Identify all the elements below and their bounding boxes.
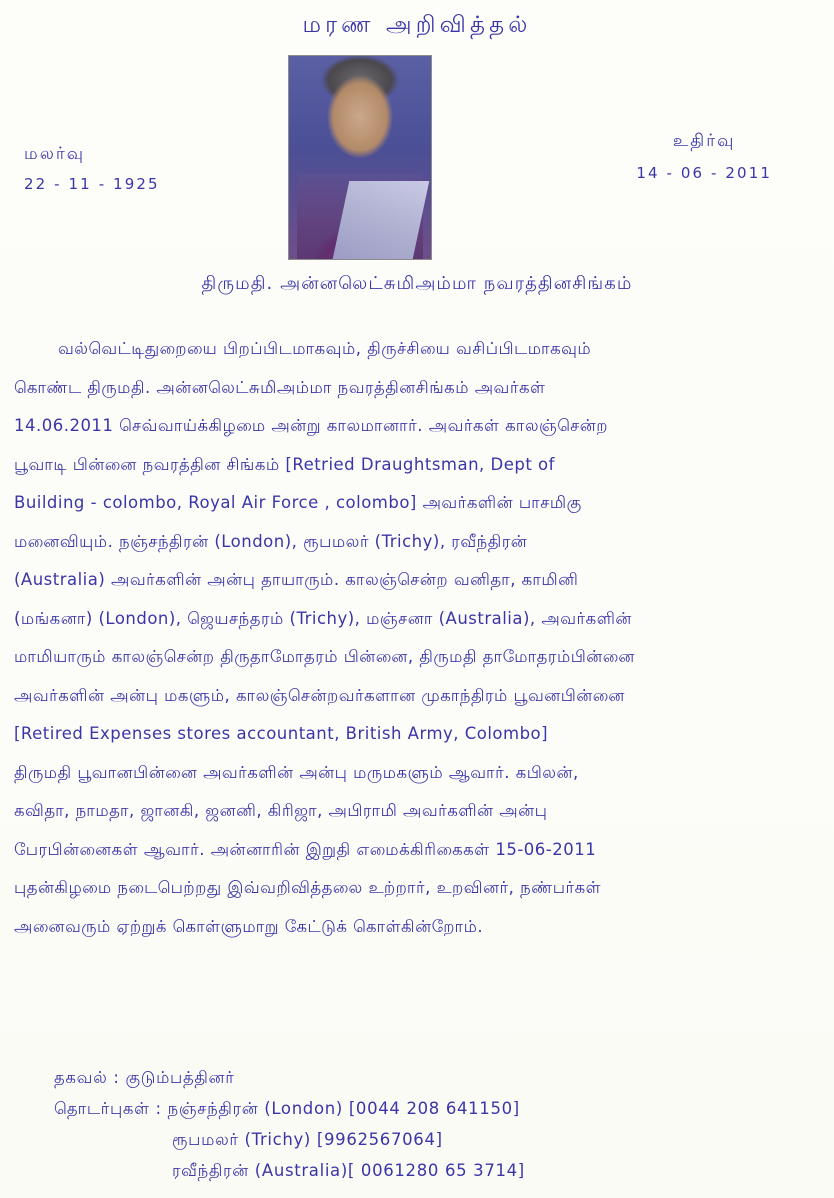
body-line: பேரபின்னைகள் ஆவார். அன்னாரின் இறுதி எமைக்கிரிகைகள் 15-06-2011 [14,839,597,859]
birth-label: மலர்வு [24,144,86,164]
death-label: உதிர்வு [672,131,736,151]
body-line: அவர்களின் அன்பு மகளும், காலஞ்சென்றவர்களான முகாந்திரம் பூவனபின்னை [14,685,625,705]
portrait-photo [288,55,432,260]
portrait-photo-sari [333,181,430,259]
body-line: கொண்ட திருமதி. அன்னலெட்சுமிஅம்மா நவரத்தினசிங்கம் அவர்கள் [14,377,546,397]
body-line: புதன்கிழமை நடைபெற்றது இவ்வறிவித்தலை உற்றார், உறவினர், நண்பர்கள் [14,878,602,897]
body-line: [Retired Expenses stores accountant, British Army, Colombo] [14,724,549,743]
body-line: (Australia) அவர்களின் அன்பு தாயாரும். காலஞ்சென்ற வனிதா, காமினி [14,570,579,589]
body-line: கவிதா, நாமதா, ஜானகி, ஜனனி, கிரிஜா, அபிராமி அவர்களின் அன்பு [14,801,548,820]
body-line: வல்வெட்டிதுறையை பிறப்பிடமாகவும், திருச்சியை வசிப்பிடமாகவும் [58,339,592,358]
death-block [636,124,772,188]
contact-block [54,1062,824,1186]
body-line: மனைவியும். நஞ்சந்திரன் (London), ரூபமலர் (Trichy), ரவீந்திரன் [14,531,528,551]
birth-block [24,138,160,199]
body-line: மாமியாரும் காலஞ்சென்ற திருதாமோதரம் பின்னை, திருமதி தாமோதரம்பின்னை [14,647,635,666]
birth-date: 22 - 11 - 1925 [24,175,160,194]
body-line: Building - colombo, Royal Air Force , colombo] அவர்களின் பாசமிகு [14,493,582,512]
obituary-body [14,330,820,946]
death-date: 14 - 06 - 2011 [636,164,772,182]
contact-line: ரவீந்திரன் (Australia)[ 0061280 65 3714] [172,1161,525,1180]
contact-line: ரூபமலர் (Trichy) [9962567064] [172,1130,443,1149]
body-line: பூவாடி பின்னை நவரத்தின சிங்கம் [Retried Draughtsman, Dept of [14,454,555,474]
page-title: மரண அறிவித்தல் [302,12,532,38]
body-line: (மங்கனா) (London), ஜெயசந்தரம் (Trichy), மஞ்சனா (Australia), அவர்களின் [14,608,632,628]
informant-line: தகவல் : குடும்பத்தினர் [54,1068,235,1087]
body-line: அனைவரும் ஏற்றுக் கொள்ளுமாறு கேட்டுக் கொள்கின்றோம். [14,916,484,936]
body-line: திருமதி பூவானபின்னை அவர்களின் அன்பு மருமகளும் ஆவார். கபிலன், [14,762,579,782]
contact-line: தொடர்புகள் : நஞ்சந்திரன் (London) [0044 208 641150] [54,1099,520,1118]
body-line: 14.06.2011 செவ்வாய்க்கிழமை அன்று காலமானார். அவர்கள் காலஞ்சென்ற [14,416,608,435]
deceased-name: திருமதி. அன்னலெட்சுமிஅம்மா நவரத்தினசிங்கம் [201,273,633,294]
portrait-photo-image [289,56,431,259]
